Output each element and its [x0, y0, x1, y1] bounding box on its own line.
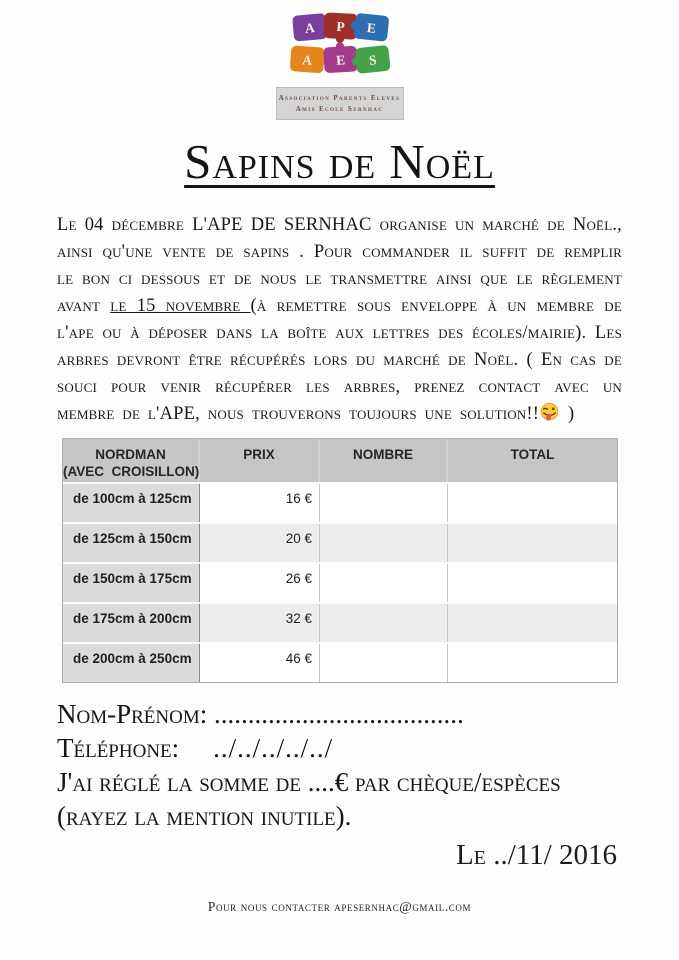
page-title: Sapins de Noël [184, 133, 495, 189]
header-nombre: NOMBRE [320, 439, 448, 482]
strike-note-line: (rayez la mention inutile). [57, 800, 352, 831]
size-cell: de 125cm à 150cm [63, 524, 200, 562]
document-title-row [0, 133, 679, 190]
name-label: Nom-Prénom: [57, 698, 208, 729]
puzzle-logo-icon [279, 9, 401, 79]
total-cell [448, 564, 617, 602]
size-cell: de 175cm à 200cm [63, 604, 200, 642]
intro-paragraph [57, 212, 622, 428]
svg-text:E: E [365, 20, 377, 36]
price-cell: 26 € [200, 564, 320, 602]
svg-text:A: A [303, 20, 315, 36]
phone-line [57, 731, 622, 765]
association-name-line2: Amis Ecole Sernhac [295, 104, 384, 113]
date-line: Le ../11/ 2016 [456, 838, 617, 871]
header-total: TOTAL [510, 446, 555, 462]
svg-text:P: P [335, 18, 345, 35]
price-cell: 16 € [200, 484, 320, 522]
svg-text:A: A [301, 52, 313, 68]
nombre-cell [320, 604, 448, 642]
payment-line: J'ai réglé la somme de ....€ par chèque/espèces [57, 766, 561, 797]
intro-closing: ) [560, 403, 575, 424]
name-line [57, 697, 622, 731]
winking-tongue-emoji-icon [539, 402, 560, 423]
contact-footer: Pour nous contacter apesernhac@gmail.com [207, 898, 472, 914]
price-cell: 32 € [200, 604, 320, 642]
total-cell [448, 604, 617, 642]
table-row [63, 522, 617, 562]
nombre-cell [320, 484, 448, 522]
total-cell [448, 644, 617, 682]
price-cell: 46 € [200, 644, 320, 682]
intro-text-2: (à remettre sous enveloppe à un membre de l'ape ou à déposer dans la boîte aux lettres des écoles/mairie). Les arbres devront être récupérés lors du marché de Noël. ( En cas de souci pour venir récupérer les arbres, prenez contact avec un membre de l'APE, nous trouverons toujours une solution!! [57, 295, 622, 424]
phone-dotted-field: ../../../../../ [213, 732, 334, 763]
table-header-row [63, 439, 617, 482]
size-cell: de 200cm à 250cm [63, 644, 200, 682]
logo [0, 0, 679, 120]
svg-text:E: E [335, 52, 346, 68]
intro-text-1: Le 04 décembre L'APE DE SERNHAC organise un marché de Noël., ainsi qu'une vente de sapins . Pour commander il suffit de remplir le bon ci dessous et de nous le transmettre ainsi que le règlement avant [57, 214, 622, 316]
header-nordman-line1: NORDMAN [95, 446, 166, 462]
table-row [63, 482, 617, 522]
table-row [63, 562, 617, 602]
table-row [63, 602, 617, 642]
nombre-cell [320, 564, 448, 602]
total-cell [448, 484, 617, 522]
total-cell [448, 524, 617, 562]
header-nordman [63, 439, 200, 482]
header-prix: PRIX [200, 439, 320, 482]
price-cell: 20 € [200, 524, 320, 562]
price-table [62, 438, 618, 683]
svg-text:S: S [367, 52, 377, 68]
association-name-line1: Association Parents Eleves [278, 94, 401, 102]
deadline-underlined: le 15 novembre [110, 295, 251, 316]
nombre-cell [320, 644, 448, 682]
name-dotted-field: ..................................... [207, 698, 464, 729]
order-form [57, 697, 622, 833]
association-name-box [276, 87, 404, 120]
table-row [63, 642, 617, 682]
size-cell: de 150cm à 175cm [63, 564, 200, 602]
size-cell: de 100cm à 125cm [63, 484, 200, 522]
header-nordman-line2: (AVEC CROISILLON) [63, 463, 200, 479]
phone-label: Téléphone: [57, 732, 180, 763]
nombre-cell [320, 524, 448, 562]
